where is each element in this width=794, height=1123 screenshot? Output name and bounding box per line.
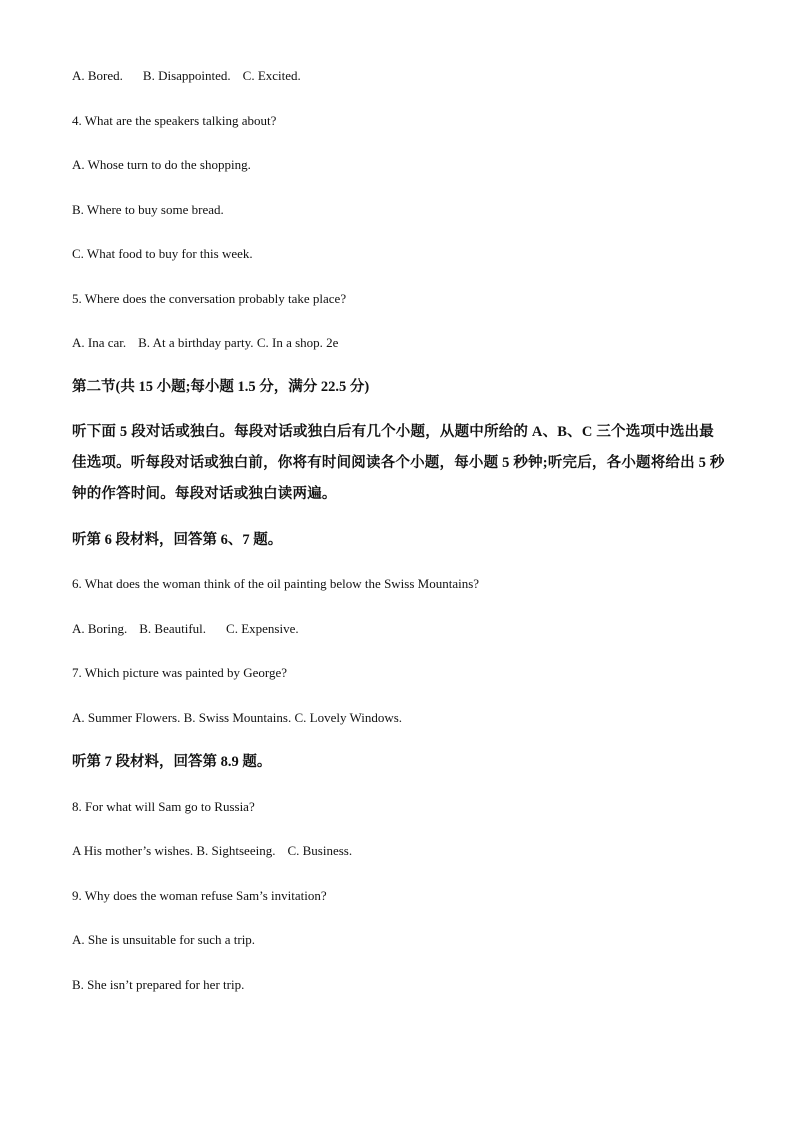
q6-option-b: B. Beautiful. [139,621,207,636]
q4-option-a: A. Whose turn to do the shopping. [72,157,251,172]
q5-option-b: B. At a birthday party. [138,335,254,350]
q8-question: 8. For what will Sam go to Russia? [72,799,255,814]
q7-options [72,710,402,726]
section2-heading: 第二节(共 15 小题;每小题 1.5 分，满分 22.5 分) [72,379,370,395]
q7-option-c: C. Lovely Windows. [294,710,403,725]
q8-option-c: C. Business. [287,843,353,858]
q7-question: 7. Which picture was painted by George? [72,665,288,680]
q3-option-a: A. Bored. [72,68,123,83]
q4-question: 4. What are the speakers talking about? [72,113,277,128]
q8-options [72,843,352,859]
q3-option-c: C. Excited. [242,68,301,83]
q4-option-b: B. Where to buy some bread. [72,202,224,217]
q9-option-b: B. She isn’t prepared for her trip. [72,977,245,992]
q7-option-a: A. Summer Flowers. [72,710,181,725]
q9-question: 9. Why does the woman refuse Sam’s invitation? [72,888,327,903]
q4-option-c: C. What food to buy for this week. [72,246,253,261]
material6-heading: 听第 6 段材料，回答第 6、7 题。 [72,532,283,548]
q5-question: 5. Where does the conversation probably take place? [72,291,347,306]
q8-option-a: A His mother’s wishes. [72,843,194,858]
q6-question: 6. What does the woman think of the oil painting below the Swiss Mountains? [72,576,480,591]
q7-option-b: B. Swiss Mountains. [183,710,292,725]
q9-option-a: A. She is unsuitable for such a trip. [72,932,256,947]
q5-options [72,335,338,351]
q3-options [72,68,301,84]
q5-option-c: C. In a shop. 2e [256,335,339,350]
q3-option-b: B. Disappointed. [142,68,231,83]
q6-option-a: A. Boring. [72,621,128,636]
section2-instructions: 听下面 5 段对话或独白。每段对话或独白后有几个小题，从题中所给的 A、B、C 三个选项中选出最佳选项。听每段对话或独白前，你将有时间阅读各个小题，每小题 5 秒钟;听完后，各小题将给出 5 秒钟的作答时间。每段对话或独白读两遍。 [72,424,725,502]
q6-option-c: C. Expensive. [226,621,299,636]
q6-options [72,621,299,637]
q5-option-a: A. Ina car. [72,335,127,350]
q8-option-b: B. Sightseeing. [196,843,276,858]
material7-heading: 听第 7 段材料，回答第 8.9 题。 [72,754,272,770]
